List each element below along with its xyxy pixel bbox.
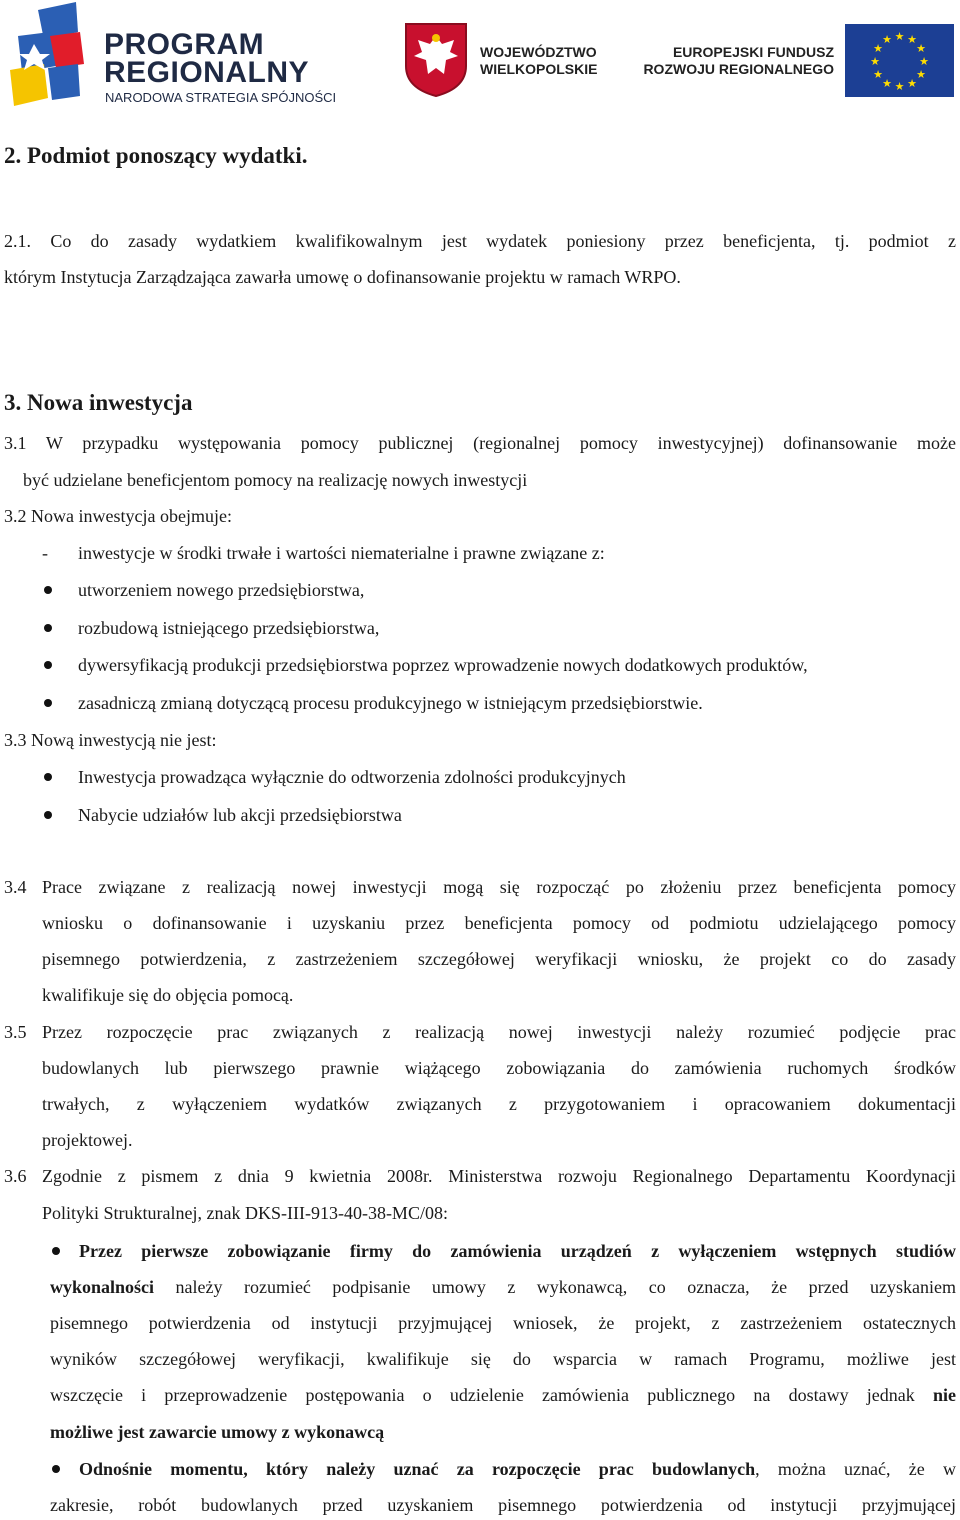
bullet-2-line1-bold: Odnośnie momentu, który należy uznać za rozpoczęcie prac budowlanych — [79, 1459, 756, 1479]
program-regionalny-logo — [4, 2, 354, 110]
bullet-marker — [44, 699, 52, 707]
bullet-marker — [44, 586, 52, 594]
voivodeship-line2: WIELKOPOLSKIE — [480, 61, 598, 77]
bullet-marker — [52, 1465, 60, 1473]
program-title-line2: REGIONALNY — [104, 56, 310, 89]
svg-text:★: ★ — [919, 55, 929, 68]
svg-text:★: ★ — [907, 33, 917, 46]
bullet-1-line3: pisemnego potwierdzenia od instytucji przyjmującej wniosek, że projekt, z zastrzeżeniem ostatecznych — [50, 1313, 956, 1333]
bullet-2-line1 — [79, 1458, 956, 1480]
svg-text:★: ★ — [916, 68, 926, 81]
paragraph-3-5-line: budowlanych lub pierwszego prawnie wiążącego zobowiązania do zamówienia ruchomych środków — [42, 1058, 956, 1078]
paragraph-3-4-line: Prace związane z realizacją nowej inwestycji mogą się rozpocząć po złożeniu przez beneficjenta pomocy — [42, 877, 956, 897]
eu-fund-line1: EUROPEJSKI FUNDUSZ — [672, 44, 834, 60]
paragraph-3-5-line: trwałych, z wyłączeniem wydatków związanych z przygotowaniem i opracowaniem dokumentacji — [42, 1094, 956, 1114]
bullet-1-line4: wyników szczegółowej weryfikacji, kwalifikuje się do wsparcia w ramach Programu, możliwe jest — [50, 1349, 956, 1369]
bullet-1-line2 — [50, 1276, 956, 1298]
paragraph-3-5-line: projektowej. — [42, 1130, 133, 1150]
paragraph-3-5-line: Przez rozpoczęcie prac związanych z realizacją nowej inwestycji należy rozumieć podjęcie prac — [42, 1022, 956, 1042]
paragraph-3-4-line: pisemnego potwierdzenia, z zastrzeżeniem szczegółowej weryfikacji wniosku, że projekt co do zasady — [42, 949, 956, 969]
bullet-marker — [44, 661, 52, 669]
svg-text:★: ★ — [907, 77, 917, 90]
bullet-2-line1-text: , można uznać, że w — [755, 1459, 956, 1479]
paragraph-3-2: 3.2 Nowa inwestycja obejmuje: — [4, 506, 232, 526]
paragraph-3-4-line: kwalifikuje się do objęcia pomocą. — [42, 985, 294, 1005]
paragraph-3-1-line1: 3.1 W przypadku występowania pomocy publicznej (regionalnej pomocy inwestycyjnej) dofinansowanie może — [4, 433, 956, 453]
paragraph-2-1-line1: 2.1. Co do zasady wydatkiem kwalifikowalnym jest wydatek poniesiony przez beneficjenta, tj. podmiot z — [4, 231, 956, 251]
program-subtitle: NARODOWA STRATEGIA SPÓJNOŚCI — [105, 90, 337, 105]
list-item: zasadniczą zmianą dotyczącą procesu produkcyjnego w istniejącym przedsiębiorstwie. — [78, 693, 703, 713]
svg-text:★: ★ — [916, 42, 926, 55]
paragraph-3-5-number: 3.5 — [4, 1022, 27, 1042]
dash-list-item: inwestycje w środki trwałe i wartości niematerialne i prawne związane z: — [78, 543, 605, 563]
svg-text:★: ★ — [882, 33, 892, 46]
section-2-heading: 2. Podmiot ponoszący wydatki. — [4, 143, 308, 168]
svg-text:★: ★ — [873, 42, 883, 55]
list-item: dywersyfikacją produkcji przedsiębiorstwa poprzez wprowadzenie nowych dodatkowych produktów, — [78, 655, 808, 675]
eu-fund-label — [640, 44, 840, 84]
bullet-1-line6: możliwe jest zawarcie umowy z wykonawcą — [50, 1422, 385, 1442]
bullet-marker — [52, 1247, 60, 1255]
paragraph-3-3: 3.3 Nową inwestycją nie jest: — [4, 730, 217, 750]
bullet-1-line5 — [50, 1384, 956, 1406]
voivodeship-line1: WOJEWÓDZTWO — [480, 44, 597, 60]
coat-of-arms-eagle-icon — [404, 22, 468, 98]
bullet-1-line2-bold: wykonalności — [50, 1277, 155, 1297]
bullet-1-line1: Przez pierwsze zobowiązanie firmy do zamówienia urządzeń z wyłączeniem wstępnych studiów — [79, 1241, 956, 1261]
paragraph-3-6-number: 3.6 — [4, 1166, 27, 1186]
bullet-marker — [44, 773, 52, 781]
paragraph-3-4-line: wniosku o dofinansowanie i uzyskaniu przez beneficjenta pomocy od podmiotu udzielającego pomocy — [42, 913, 956, 933]
program-title-line1: PROGRAM — [104, 28, 265, 61]
bullet-1-line2-text: należy rozumieć podpisanie umowy z wykonawcą, co oznacza, że przed uzyskaniem — [175, 1277, 957, 1297]
dash-marker: - — [42, 543, 48, 563]
list-item: Nabycie udziałów lub akcji przedsiębiorstwa — [78, 805, 402, 825]
paragraph-3-1-line2: być udzielane beneficjentom pomocy na realizację nowych inwestycji — [23, 470, 528, 490]
svg-text:★: ★ — [882, 77, 892, 90]
bullet-1-line5-text: wszczęcie i przeprowadzenie postępowania o udzielenie zamówienia publicznego na dostawy jednak — [50, 1385, 915, 1405]
bullet-marker — [44, 811, 52, 819]
paragraph-3-6-line: Zgodnie z pismem z dnia 9 kwietnia 2008r. Ministerstwa rozwoju Regionalnego Departamentu Koordynacji — [42, 1166, 956, 1186]
svg-text:★: ★ — [894, 30, 905, 43]
list-item: utworzeniem nowego przedsiębiorstwa, — [78, 580, 365, 600]
paragraph-2-1-line2: którym Instytucja Zarządzająca zawarła umowę o dofinansowanie projektu w ramach WRPO. — [4, 267, 681, 287]
list-item: rozbudową istniejącego przedsiębiorstwa, — [78, 618, 380, 638]
paragraph-3-4-number: 3.4 — [4, 877, 27, 897]
paragraph-3-6-line: Polityki Strukturalnej, znak DKS-III-913-40-38-MC/08: — [42, 1203, 448, 1223]
svg-text:★: ★ — [870, 55, 880, 68]
bullet-2-line2: zakresie, robót budowlanych przed uzyskaniem pisemnego potwierdzenia od instytucji przyjmującej — [50, 1495, 956, 1515]
list-item: Inwestycja prowadząca wyłącznie do odtworzenia zdolności produkcyjnych — [78, 767, 626, 787]
eu-flag-stars-icon — [845, 24, 954, 97]
svg-text:★: ★ — [894, 80, 905, 93]
eu-flag — [845, 24, 954, 97]
program-regionalny-emblem-icon — [4, 2, 104, 110]
svg-text:★: ★ — [873, 68, 883, 81]
section-3-heading: 3. Nowa inwestycja — [4, 390, 193, 415]
bullet-marker — [44, 624, 52, 632]
wielkopolska-logo — [404, 22, 604, 98]
eu-fund-line2: ROZWOJU REGIONALNEGO — [643, 61, 834, 77]
bullet-1-line5-bold: nie — [932, 1385, 956, 1405]
